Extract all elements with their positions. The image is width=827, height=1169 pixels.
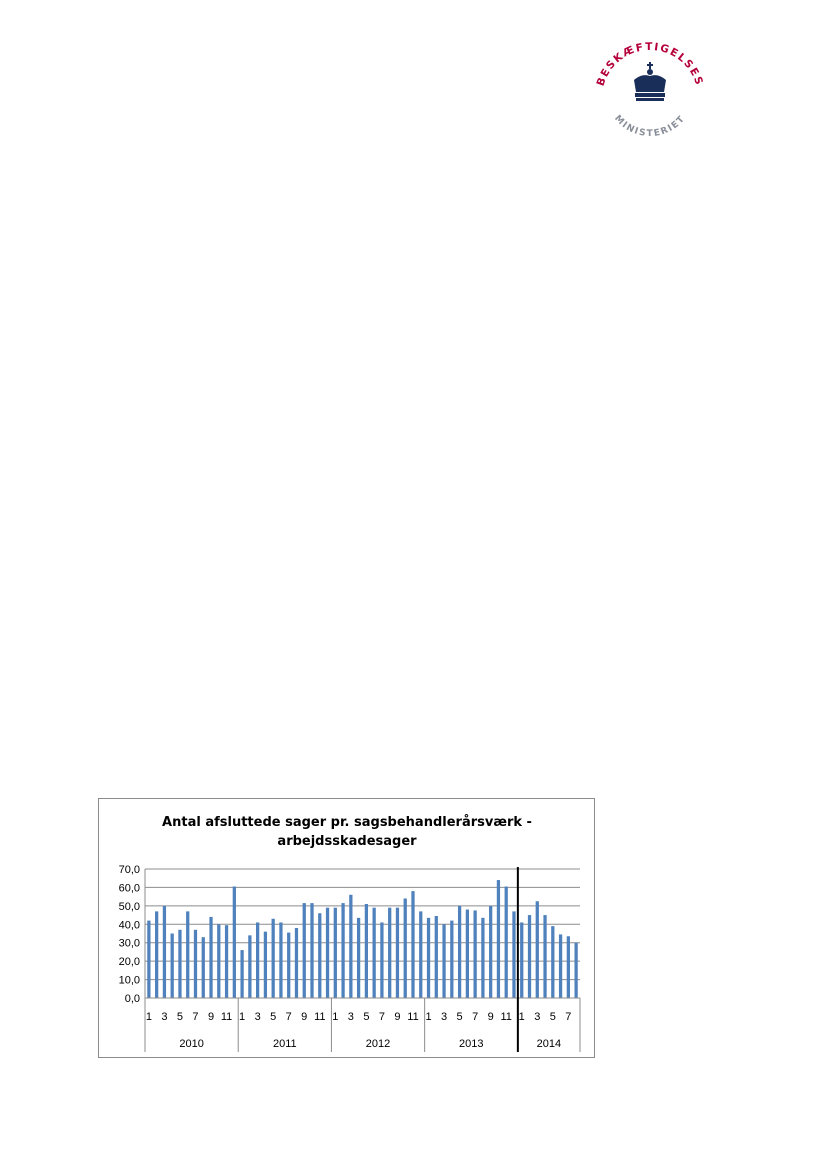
y-tick-label: 10,0	[118, 974, 140, 987]
bar	[318, 913, 321, 998]
month-tick-label: 3	[441, 1011, 448, 1023]
bar	[396, 908, 399, 998]
bar	[256, 922, 259, 998]
year-label: 2010	[179, 1038, 204, 1050]
month-tick-label: 1	[145, 1011, 152, 1023]
month-tick-label: 11	[500, 1011, 512, 1023]
y-tick-label: 70,0	[118, 864, 140, 876]
month-tick-label: 1	[425, 1011, 432, 1023]
bar	[209, 917, 212, 998]
month-tick-label: 1	[332, 1011, 339, 1023]
bar	[248, 935, 251, 998]
month-tick-label: 5	[176, 1011, 184, 1023]
bar	[435, 916, 438, 998]
chart-title-line-2: arbejdsskadesager	[277, 834, 417, 849]
year-label: 2013	[459, 1038, 484, 1050]
y-tick-label: 50,0	[118, 900, 140, 913]
month-tick-label: 5	[270, 1011, 277, 1023]
bar	[194, 930, 197, 998]
bar	[373, 908, 376, 998]
month-tick-label: 11	[314, 1011, 326, 1023]
year-label: 2012	[365, 1038, 391, 1050]
month-tick-label: 7	[565, 1011, 572, 1023]
y-tick-label: 20,0	[118, 956, 140, 969]
month-tick-label: 9	[207, 1011, 215, 1023]
logo-bottom-text: MINISTERIET	[612, 113, 688, 140]
bar	[279, 922, 282, 998]
bar	[357, 918, 360, 998]
bar	[147, 921, 150, 998]
bar	[233, 887, 236, 998]
ministry-logo	[590, 40, 710, 140]
bar	[310, 903, 313, 998]
y-tick-label: 60,0	[118, 882, 140, 895]
bar	[574, 943, 577, 998]
bar	[155, 911, 158, 998]
bar	[349, 895, 352, 998]
bar	[303, 903, 306, 998]
month-tick-label: 3	[254, 1011, 261, 1023]
bar-chart	[99, 799, 594, 1057]
bar	[536, 901, 539, 998]
bar	[163, 906, 166, 998]
bar	[272, 919, 275, 998]
month-tick-label: 7	[192, 1011, 199, 1023]
bar	[497, 880, 500, 998]
bar	[567, 936, 570, 998]
month-tick-label: 5	[363, 1011, 370, 1023]
bar	[466, 910, 469, 998]
month-tick-label: 5	[549, 1011, 556, 1023]
bar	[295, 928, 298, 998]
bar	[505, 887, 508, 998]
bar	[240, 950, 243, 998]
month-tick-label: 11	[220, 1011, 233, 1023]
bar	[442, 924, 445, 998]
crown-icon	[634, 62, 666, 101]
bar	[450, 921, 453, 998]
bar	[427, 918, 430, 998]
bar	[543, 915, 546, 998]
bar	[287, 933, 290, 998]
month-tick-label: 3	[347, 1011, 354, 1023]
month-tick-label: 9	[394, 1011, 401, 1023]
month-tick-label: 7	[472, 1011, 479, 1023]
bar	[388, 908, 391, 998]
chart-title-line-1: Antal afsluttede sager pr. sagsbehandlerårsværk -	[162, 815, 532, 830]
bar	[419, 911, 422, 998]
chart-frame	[98, 798, 595, 1058]
bar	[512, 911, 515, 998]
bar	[551, 926, 554, 998]
bar	[380, 922, 383, 998]
bar	[528, 915, 531, 998]
month-tick-label: 3	[534, 1011, 541, 1023]
month-tick-label: 3	[161, 1011, 168, 1023]
bar	[334, 908, 337, 998]
bar	[264, 932, 267, 998]
bar	[404, 898, 407, 998]
bar	[481, 918, 484, 998]
bar	[458, 906, 461, 998]
year-label: 2011	[272, 1038, 297, 1050]
bar	[341, 903, 344, 998]
bar	[217, 924, 220, 998]
bar	[186, 911, 189, 998]
month-tick-label: 5	[456, 1011, 463, 1023]
month-tick-label: 7	[285, 1011, 292, 1023]
month-tick-label: 11	[407, 1011, 419, 1023]
month-tick-label: 9	[487, 1011, 494, 1023]
bar	[411, 891, 414, 998]
bar	[365, 904, 368, 998]
bar	[171, 934, 174, 999]
month-tick-label: 1	[239, 1011, 246, 1023]
y-tick-label: 0,0	[124, 993, 140, 1005]
y-tick-label: 40,0	[118, 919, 140, 932]
month-tick-label: 1	[518, 1011, 525, 1023]
bar	[326, 908, 329, 998]
logo-top-text: BESKÆFTIGELSES	[594, 40, 706, 88]
bar	[178, 930, 181, 998]
bar	[489, 906, 492, 998]
bar	[559, 934, 562, 998]
bar	[474, 910, 477, 998]
month-tick-label: 9	[301, 1011, 308, 1023]
y-tick-label: 30,0	[118, 937, 140, 950]
bar	[202, 937, 205, 998]
month-tick-label: 7	[378, 1011, 385, 1023]
bar	[520, 922, 523, 998]
bar	[225, 925, 228, 998]
year-label: 2014	[536, 1038, 562, 1050]
